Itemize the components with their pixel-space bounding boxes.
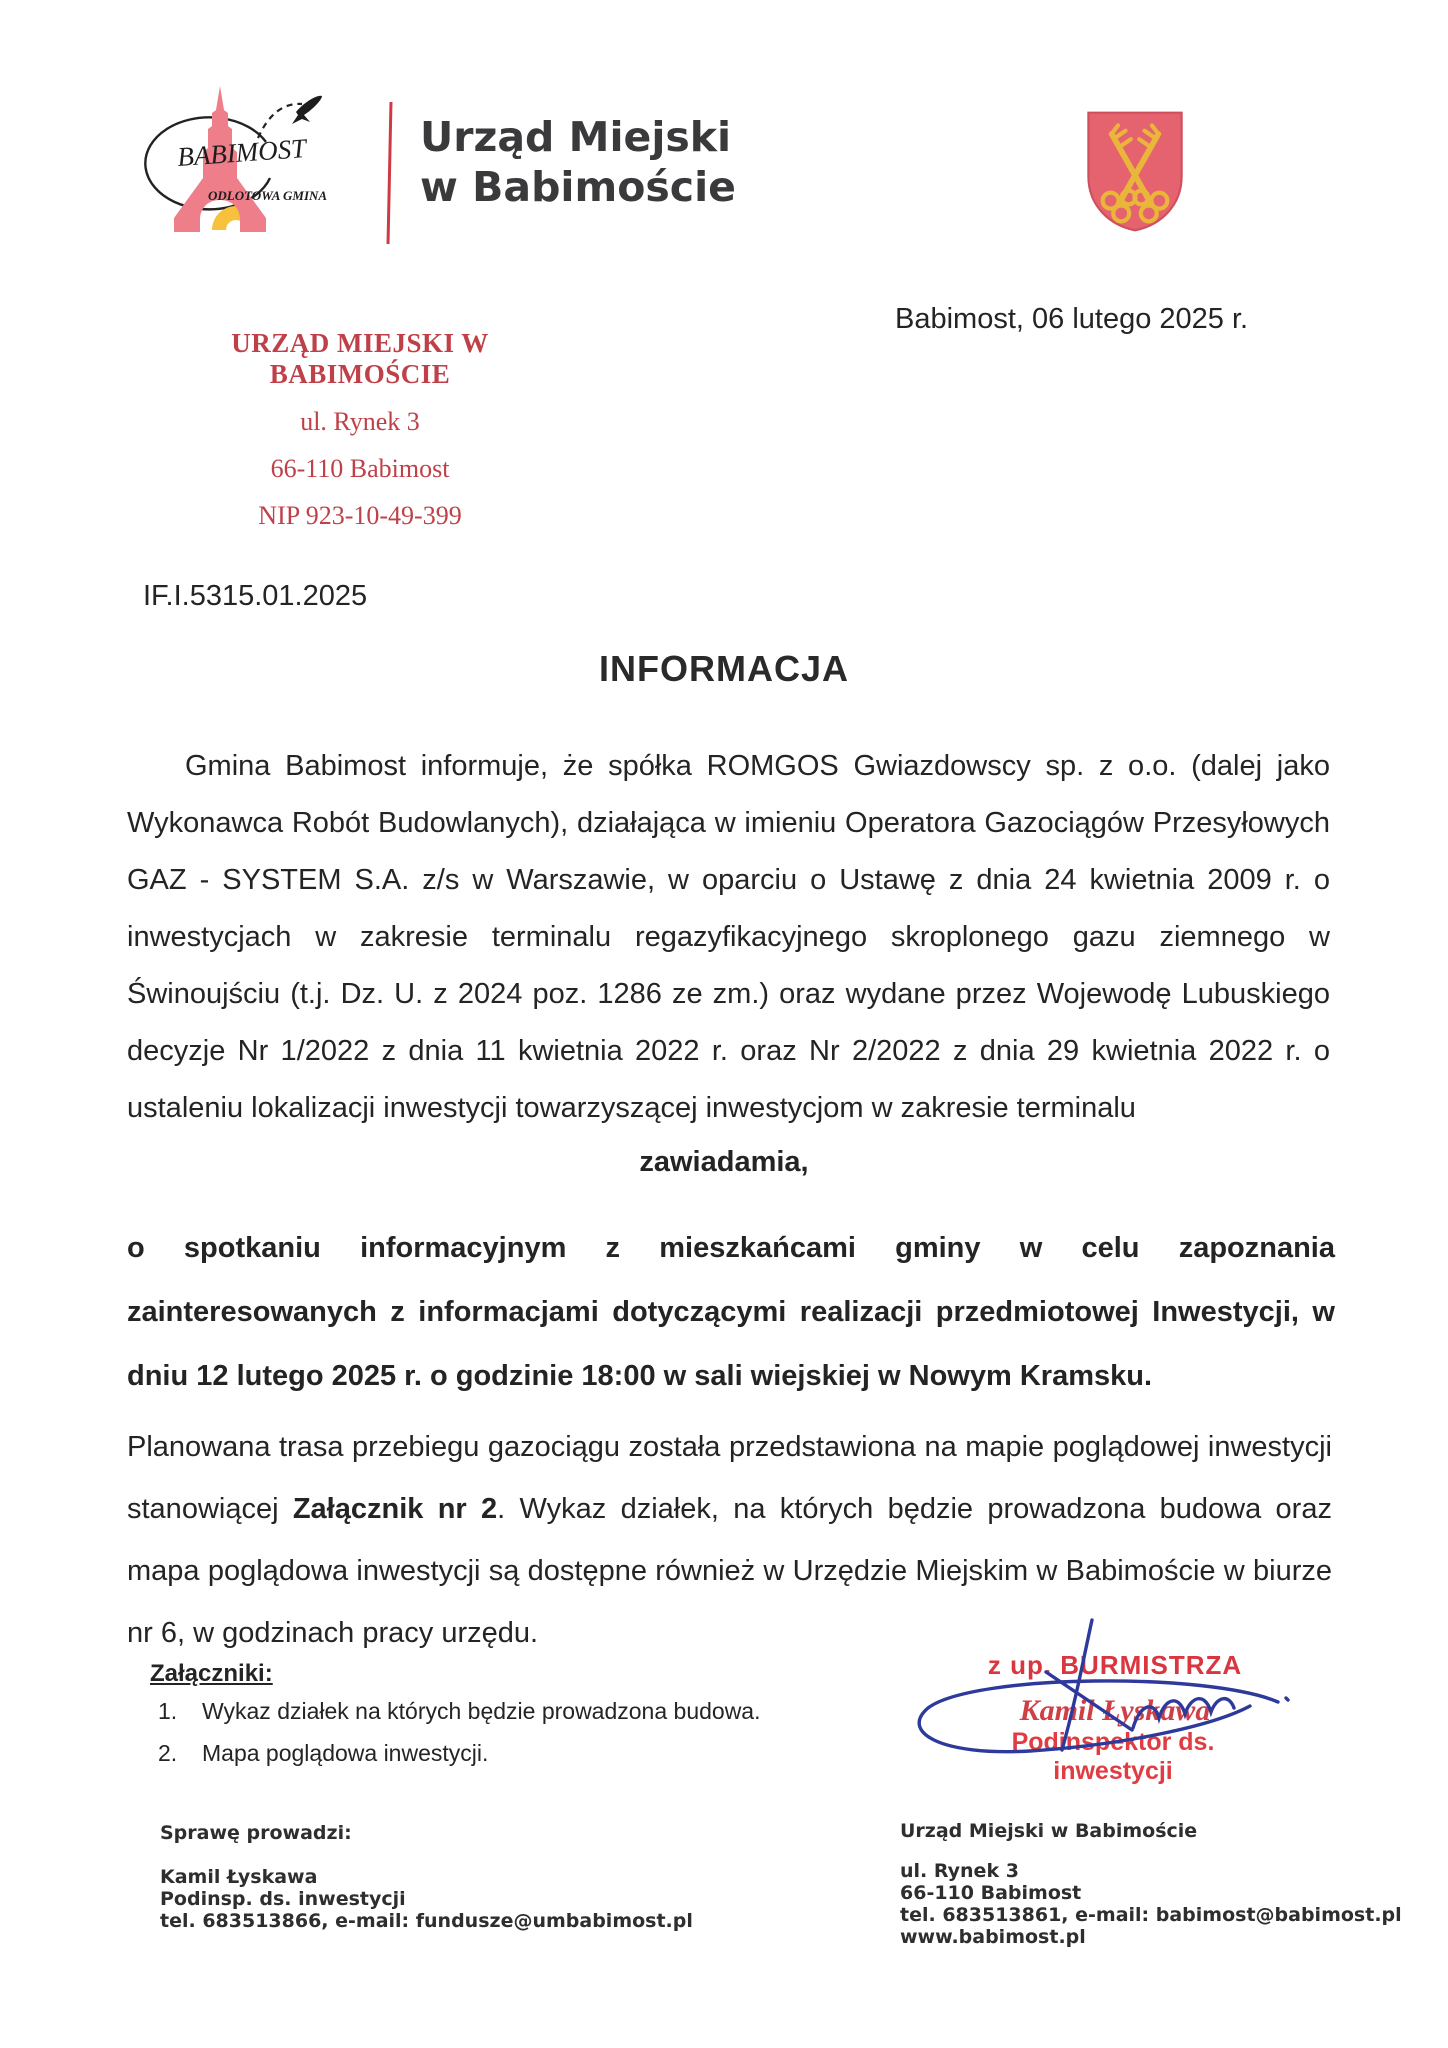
logo-tagline-text: ODLOTOWA GMINA — [208, 188, 328, 203]
dateline: Babimost, 06 lutego 2025 r. — [895, 303, 1249, 335]
airplane-icon — [292, 96, 322, 124]
sender-nip: NIP 923-10-49-399 — [258, 501, 462, 530]
footer-office-website: www.babimost.pl — [900, 1926, 1086, 1948]
paragraph-intro: Gmina Babimost informuje, że spółka ROMGOS Gwiazdowscy sp. z o.o. (dalej jako Wykonawca Robót Budowlanych), działająca w imieniu Operatora Gazociągów Przesyłowych GAZ - SYSTEM S.A. z/s w Warszawie, w oparciu o Ustawę z dnia 24 kwietnia 2009 r. o inwestycjach w zakresie terminalu regazyfikacyjnego skroplonego gazu ziemnego w Świnoujściu (t.j. Dz. U. z 2024 poz. 1286 ze zm.) oraz wydane przez Wojewodę Lubuskiego decyzje Nr 1/2022 z dnia 11 kwietnia 2022 r. oraz Nr 2/2022 z dnia 29 kwietnia 2022 r. o ustaleniu lokalizacji inwestycji towarzyszącej inwestycjom w zakresie terminalu — [127, 750, 1330, 1124]
office-title — [420, 112, 840, 212]
attachment-number: 1. — [158, 1698, 178, 1724]
sender-name: URZĄD MIEJSKI W BABIMOŚCIE — [231, 328, 489, 389]
document-title: INFORMACJA — [599, 648, 849, 689]
attachment-text: Mapa poglądowa inwestycji. — [202, 1740, 489, 1766]
office-title-line2: w Babimoście — [420, 163, 736, 211]
signature-name: Kamil Łyskawa — [1019, 1694, 1211, 1727]
case-handler-position: Podinsp. ds. inwestycji — [160, 1888, 406, 1910]
case-handler-name: Kamil Łyskawa — [160, 1866, 318, 1888]
babimost-logo — [116, 80, 334, 238]
attachments-heading: Załączniki: — [150, 1660, 273, 1687]
attachment-item — [158, 1740, 488, 1767]
logo-name-text: BABIMOST — [176, 133, 308, 172]
paragraph-route-attachment-ref: Załącznik nr 2 — [292, 1493, 498, 1525]
announce-word: zawiadamia, — [639, 1146, 809, 1178]
header-divider — [387, 102, 393, 244]
paragraph-route-part1: Planowana trasa przebiegu gazociągu została przedstawiona na mapie poglądowej inwestycji stanowiącej — [127, 1431, 1332, 1525]
signature-authority: z up. BURMISTRZA — [987, 1650, 1243, 1680]
footer-office-street: ul. Rynek 3 — [900, 1860, 1019, 1882]
attachment-number: 2. — [158, 1740, 178, 1766]
paragraph-route-part2: . Wykaz działek, na których będzie prowadzona budowa oraz mapa poglądowa inwestycji są dostępne również w Urzędzie Miejskim w Babimoście w biurze nr 6, w godzinach pracy urzędu. — [127, 1493, 1332, 1649]
case-handler-label: Sprawę prowadzi: — [160, 1822, 352, 1844]
sender-street: ul. Rynek 3 — [300, 407, 420, 436]
attachment-text: Wykaz działek na których będzie prowadzona budowa. — [202, 1698, 761, 1724]
office-title-line1: Urząd Miejski — [420, 113, 732, 161]
reference-number: IF.I.5315.01.2025 — [143, 580, 368, 612]
attachment-item — [158, 1698, 761, 1725]
footer-office-contact: tel. 683513861, e-mail: babimost@babimost.pl — [900, 1904, 1402, 1926]
paragraph-meeting: o spotkaniu informacyjnym z mieszkańcami gminy w celu zapoznania zainteresowanych z informacjami dotyczącymi realizacji przedmiotowej Inwestycji, w dniu 12 lutego 2025 r. o godzinie 18:00 w sali wiejskiej w Nowym Kramsku. — [127, 1232, 1335, 1392]
handwritten-signature-ink — [878, 1610, 1358, 1795]
signature-position: Podinspektor ds. inwestycji — [1011, 1728, 1215, 1785]
sender-city: 66-110 Babimost — [270, 454, 450, 483]
footer-office-city: 66-110 Babimost — [900, 1882, 1082, 1904]
case-handler-contact: tel. 683513866, e-mail: fundusze@umbabimost.pl — [160, 1910, 693, 1932]
babimost-crest-icon — [1082, 106, 1188, 236]
footer-office-name: Urząd Miejski w Babimoście — [900, 1820, 1198, 1842]
sender-block — [140, 328, 580, 548]
